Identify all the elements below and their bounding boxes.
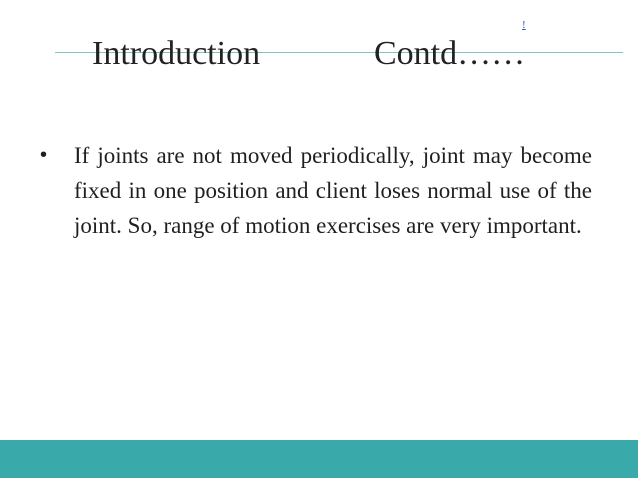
bullet-icon: • [40,144,48,166]
bullet-item [40,138,592,243]
footer-accent-bar [0,440,638,478]
hyperlink-mark[interactable]: ! [522,19,526,31]
bullet-text: If joints are not moved periodically, joint may become fixed in one position and client loses normal use of the joint. So, range of motion exercises are very important. [74,143,592,238]
slide-body [40,138,592,243]
slide-title: Introduction [92,35,261,72]
slide-title-continued: Contd…… [374,35,526,72]
